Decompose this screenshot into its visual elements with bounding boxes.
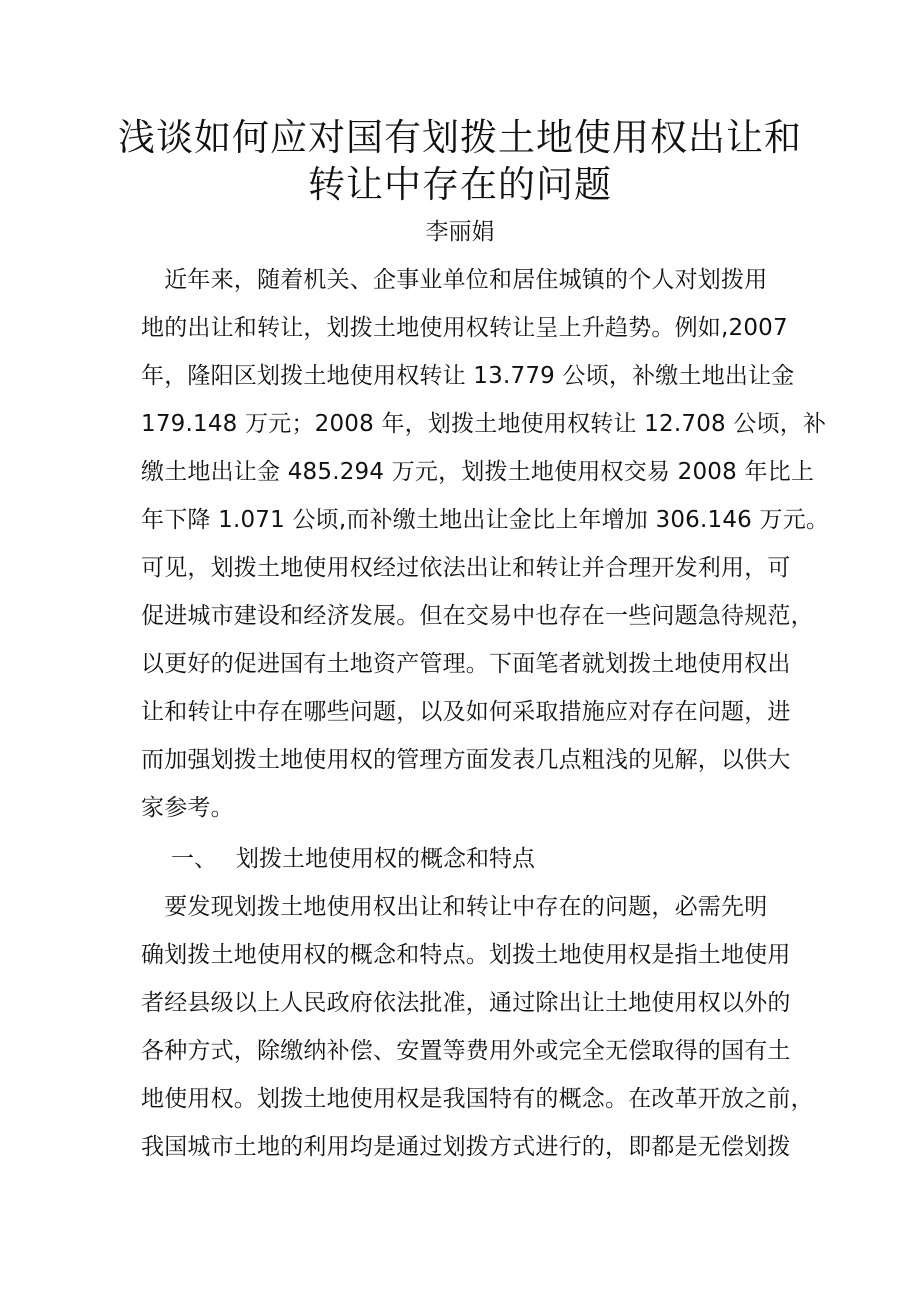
section-1-heading: 划拨土地使用权的概念和特点 [236, 846, 535, 872]
paragraph-1-line-11: 而加强划拨土地使用权的管理方面发表几点粗浅的见解，以供大 [141, 747, 791, 773]
document-title-line-2: 转让中存在的问题 [308, 163, 612, 206]
paragraph-2-line-2: 确划拨土地使用权的概念和特点。划拨土地使用权是指土地使用 [141, 942, 791, 968]
paragraph-1-line-8: 促进城市建设和经济发展。但在交易中也存在一些问题急待规范， [141, 603, 814, 629]
paragraph-1-line-7: 可见，划拨土地使用权经过依法出让和转让并合理开发利用，可 [141, 555, 791, 581]
paragraph-1-line-1: 近年来，随着机关、企事业单位和居住城镇的个人对划拨用 [141, 267, 768, 293]
paragraph-1-line-10: 让和转让中存在哪些问题，以及如何采取措施应对存在问题，进 [141, 699, 791, 725]
paragraph-2-line-1: 要发现划拨土地使用权出让和转让中存在的问题，必需先明 [141, 894, 768, 920]
paragraph-1-line-12: 家参考。 [141, 795, 234, 821]
paragraph-2-line-4: 各种方式，除缴纳补偿、安置等费用外或完全无偿取得的国有土 [141, 1038, 791, 1064]
document-title-line-1: 浅谈如何应对国有划拨土地使用权出让和 [118, 116, 802, 159]
paragraph-2-line-3: 者经县级以上人民政府依法批准，通过除出让土地使用权以外的 [141, 990, 791, 1016]
paragraph-2-line-6: 我国城市土地的利用均是通过划拨方式进行的，即都是无偿划拨 [141, 1134, 791, 1160]
paragraph-1-line-5: 缴土地出让金 485.294 万元，划拨土地使用权交易 2008 年比上 [141, 459, 815, 485]
paragraph-1-line-4: 179.148 万元；2008 年，划拨土地使用权转让 12.708 公顷，补 [141, 411, 827, 437]
author-name: 李丽娟 [425, 219, 495, 245]
paragraph-1-line-9: 以更好的促进国有土地资产管理。下面笔者就划拨土地使用权出 [141, 651, 791, 677]
paragraph-2-line-5: 地使用权。划拨土地使用权是我国特有的概念。在改革开放之前， [141, 1086, 814, 1112]
section-1-number: 一、 [171, 846, 217, 872]
paragraph-1-line-2: 地的出让和转让，划拨土地使用权转让呈上升趋势。例如,2007 [141, 315, 788, 341]
paragraph-1-line-6: 年下降 1.071 公顷,而补缴土地出让金比上年增加 306.146 万元。 [141, 507, 830, 533]
paragraph-1-line-3: 年，隆阳区划拨土地使用权转让 13.779 公顷，补缴土地出让金 [141, 363, 795, 389]
